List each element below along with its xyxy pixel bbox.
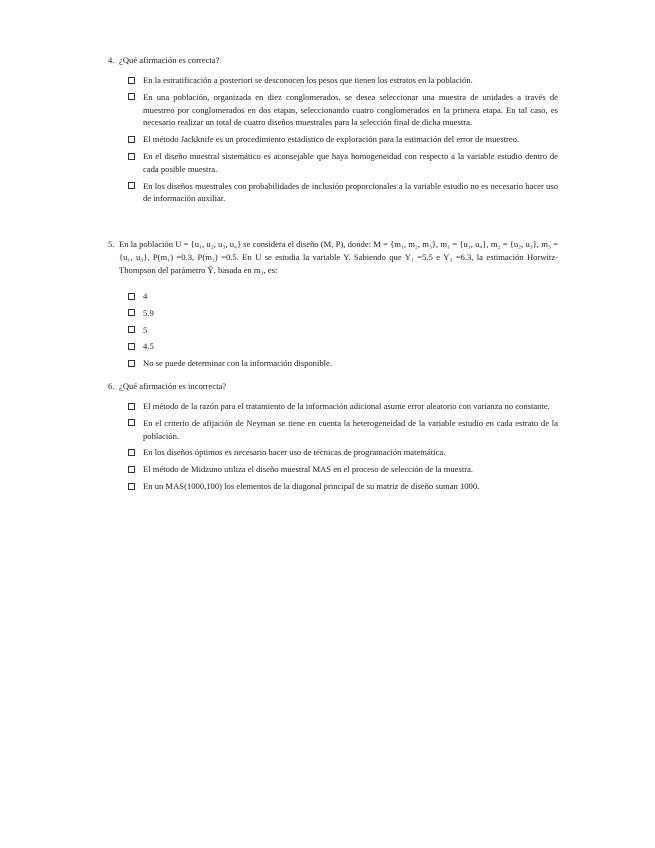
option-text: 4.5 [143,341,154,352]
option-q5-e[interactable] [128,357,558,370]
question-number: 5. [108,239,115,249]
option-text: El método Jackknife es un procedimiento estadístico de exploración para la estimación del error de muestreo. [143,134,520,145]
options-q5 [128,290,558,374]
checkbox[interactable] [128,293,135,300]
option-text: El método de Midzuno utiliza el diseño muestral MAS en el proceso de selección de la muestra. [143,464,474,475]
question-text: ¿Qué afirmación es correcta? [119,55,220,65]
option-q5-a[interactable] [128,290,558,303]
option-q5-b[interactable] [128,307,558,320]
checkbox[interactable] [128,93,135,100]
checkbox[interactable] [128,136,135,143]
option-text: En una población, organizada en diez conglomerados, se desea seleccionar una muestra de unidades a través de muestreo por conglomerados en dos etapas, seleccionando cuatro conglomerados en la primera etapa. En tal caso, es necesario realizar un total de cuatro diseños muestrales para la selección final de dicha muestra. [143,91,558,128]
option-q4-b[interactable] [128,91,558,129]
question-text: ¿Qué afirmación es incorrecta? [119,381,227,391]
option-text: En el diseño muestral sistemático es aconsejable que haya homogeneidad con respecto a la variable estudio dentro de cada posible muestra. [143,150,558,174]
option-text: En la estratificación a posteriori se desconocen los pesos que tienen los estratos en la población. [143,75,473,85]
option-text: En los diseños muestrales con probabilidades de inclusión proporcionales a la variable estudio no es necesario hacer uso de información auxiliar. [143,180,558,204]
option-q5-c[interactable] [128,324,558,337]
checkbox[interactable] [128,483,135,490]
option-text: 5 [143,324,148,335]
checkbox[interactable] [128,309,135,316]
option-text: 4 [143,291,148,301]
checkbox[interactable] [128,153,135,160]
checkbox[interactable] [128,326,135,333]
question-number: 4. [108,55,115,65]
checkbox[interactable] [128,360,135,367]
checkbox[interactable] [128,182,135,189]
option-text: En un MAS(1000,100) los elementos de la diagonal principal de su matriz de diseño suman 1000. [143,480,480,491]
checkbox[interactable] [128,466,135,473]
question-number: 6. [108,381,115,391]
option-q6-a[interactable] [128,400,558,413]
options-q4 [128,74,558,209]
checkbox[interactable] [128,343,135,350]
option-q4-c[interactable] [128,133,558,146]
question-4 [108,54,558,67]
options-q6 [128,400,558,497]
option-text: El método de la razón para el tratamiento de la información adicional asume error aleatorio con varianza no constante. [143,401,550,411]
checkbox[interactable] [128,419,135,426]
question-5 [108,238,558,276]
checkbox[interactable] [128,449,135,456]
option-q4-e[interactable] [128,180,558,206]
option-text: En los diseños óptimos es necesario hacer uso de técnicas de programación matemática. [143,447,446,458]
option-q4-d[interactable] [128,150,558,176]
option-q6-d[interactable] [128,463,558,476]
option-q6-e[interactable] [128,480,558,493]
option-q4-a[interactable] [128,74,558,87]
question-text: En la población U = {u₁, u₂, u₃, u₄} se considera el diseño (M, P), donde: M = {m₁, m₂, m₃}, m₁ = {u₁, u₄}, m₂ = {u₂, u₃}, m₃ = {u₁, u₃}, P(m₁) =0.3, P(m₂) =0.5. En U se estudia la variable Y. Sabiendo que Y₁ =5.5 e Y₃ =6.3, la estimación Horwitz-Thompson del parámetro Ȳ, basada en m₃, es: [119,239,558,275]
question-6 [108,380,558,393]
option-q5-d[interactable] [128,340,558,353]
checkbox[interactable] [128,77,135,84]
option-q6-c[interactable] [128,446,558,459]
option-text: En el criterio de afijación de Neyman se tiene en cuenta la heterogeneidad de la variable estudio en cada estrato de la población. [143,417,558,441]
checkbox[interactable] [128,403,135,410]
option-q6-b[interactable] [128,417,558,443]
option-text: No se puede determinar con la información disponible. [143,358,333,369]
option-text: 5.9 [143,307,154,318]
